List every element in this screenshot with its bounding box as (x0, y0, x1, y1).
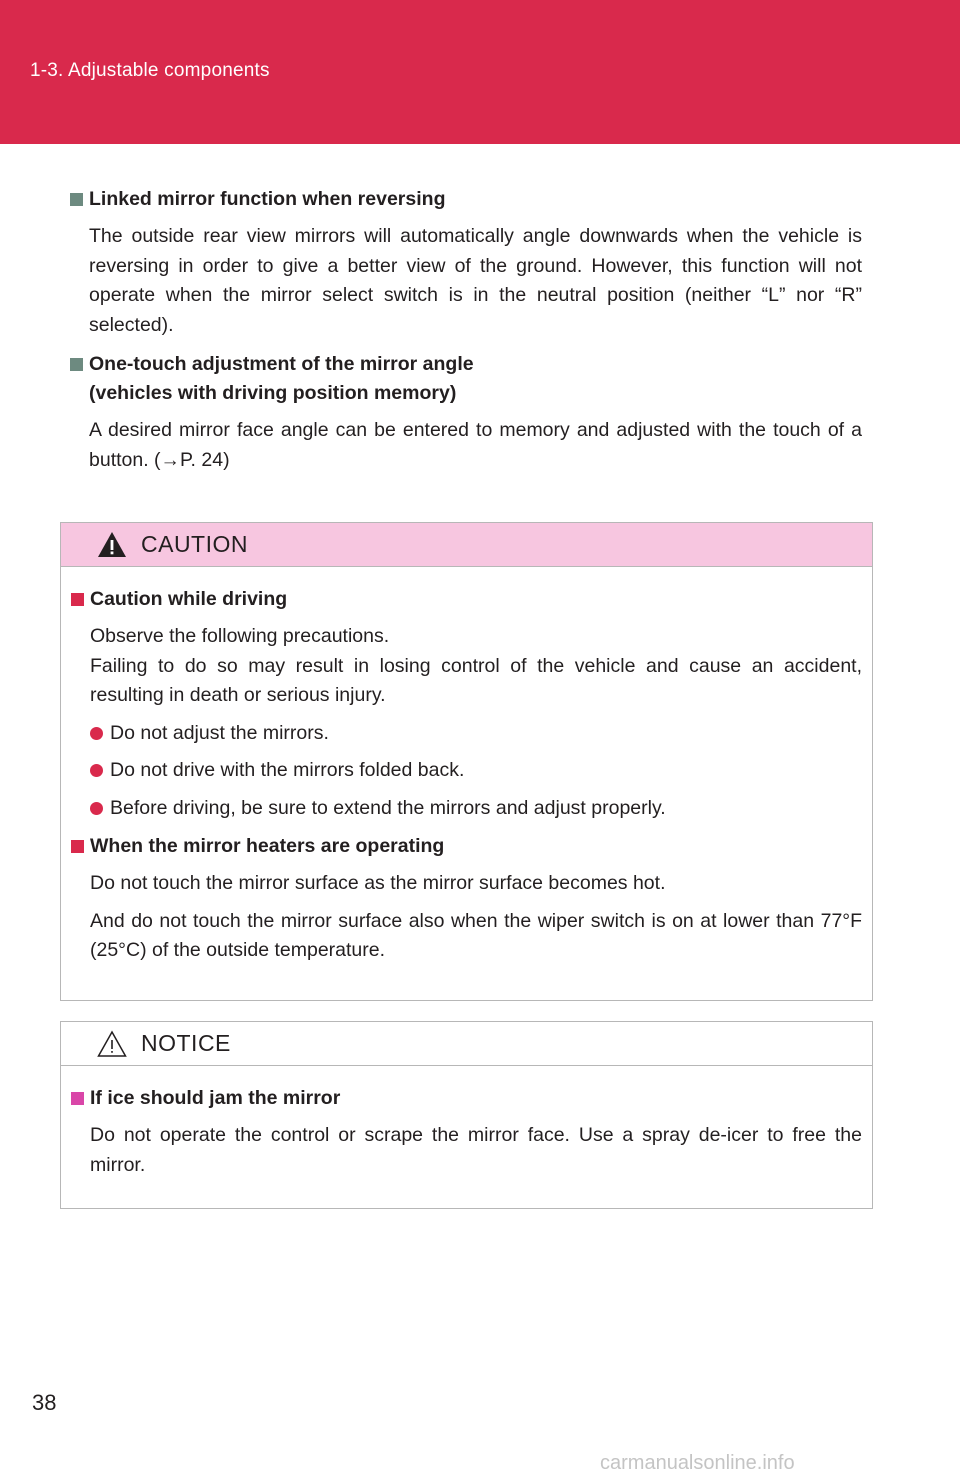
section-heading-text: Linked mirror function when reversing (89, 188, 446, 210)
bullet-dot-icon (90, 764, 103, 777)
section-one-touch (70, 350, 862, 475)
heading-line-1: One-touch adjustment of the mirror angle (89, 353, 474, 375)
square-bullet-icon (70, 358, 83, 371)
notice-heading (71, 1084, 862, 1113)
caution-box (60, 522, 873, 1001)
section-heading (70, 350, 862, 408)
warning-triangle-icon (97, 531, 127, 558)
heading-line-2: (vehicles with driving position memory) (89, 382, 457, 404)
caution-body (61, 567, 872, 980)
bullet-dot-icon (90, 727, 103, 740)
caution-heading (71, 585, 862, 614)
section-heading (70, 185, 862, 214)
notice-header (61, 1022, 872, 1066)
section-body: The outside rear view mirrors will automatically angle downwards when the vehicle is reversing in order to give a better view of the ground. However, this function will not operate when the mirror select switch is in the neutral position (neither “L” nor “R” selected). (89, 225, 862, 336)
list-item (90, 756, 862, 786)
square-bullet-icon (71, 840, 84, 853)
section-linked-mirror (70, 185, 862, 340)
square-bullet-icon (71, 1092, 84, 1105)
main-content (70, 185, 862, 485)
notice-body (61, 1066, 872, 1194)
bullet-dot-icon (90, 802, 103, 815)
caution-line: Failing to do so may result in losing control of the vehicle and cause an accident, resulting in death or serious injury. (90, 654, 862, 706)
caution-line: And do not touch the mirror surface also when the wiper switch is on at lower than 77°F (25°C) of the outside temperature. (90, 909, 862, 961)
section-heading-text (89, 350, 474, 408)
notice-title: NOTICE (141, 1030, 231, 1056)
section-title: 1-3. Adjustable components (30, 60, 270, 81)
notice-text: Do not operate the control or scrape the mirror face. Use a spray de-icer to free the mirror. (90, 1124, 862, 1176)
watermark: carmanualsonline.info (600, 1452, 795, 1474)
page-number: 38 (32, 1390, 57, 1415)
caution-header (61, 523, 872, 567)
square-bullet-icon (71, 593, 84, 606)
notice-box (60, 1021, 873, 1209)
list-item-text: Before driving, be sure to extend the mirrors and adjust properly. (110, 796, 666, 819)
list-item-text: Do not adjust the mirrors. (110, 721, 329, 744)
caution-heading-text: Caution while driving (90, 588, 288, 610)
caution-line: Do not touch the mirror surface as the mirror surface becomes hot. (90, 872, 666, 894)
caution-heading-text: When the mirror heaters are operating (90, 835, 445, 857)
caution-line: Observe the following precautions. (90, 625, 390, 647)
section-body: A desired mirror face angle can be entered to memory and adjusted with the touch of a button. (→P. 24) (89, 419, 862, 471)
list-item (90, 719, 862, 749)
square-bullet-icon (70, 193, 83, 206)
notice-triangle-icon (97, 1030, 127, 1057)
notice-heading-text: If ice should jam the mirror (90, 1087, 341, 1109)
list-item (90, 794, 862, 824)
caution-title: CAUTION (141, 531, 248, 557)
list-item-text: Do not drive with the mirrors folded back. (110, 759, 465, 781)
caution-heading (71, 832, 862, 861)
